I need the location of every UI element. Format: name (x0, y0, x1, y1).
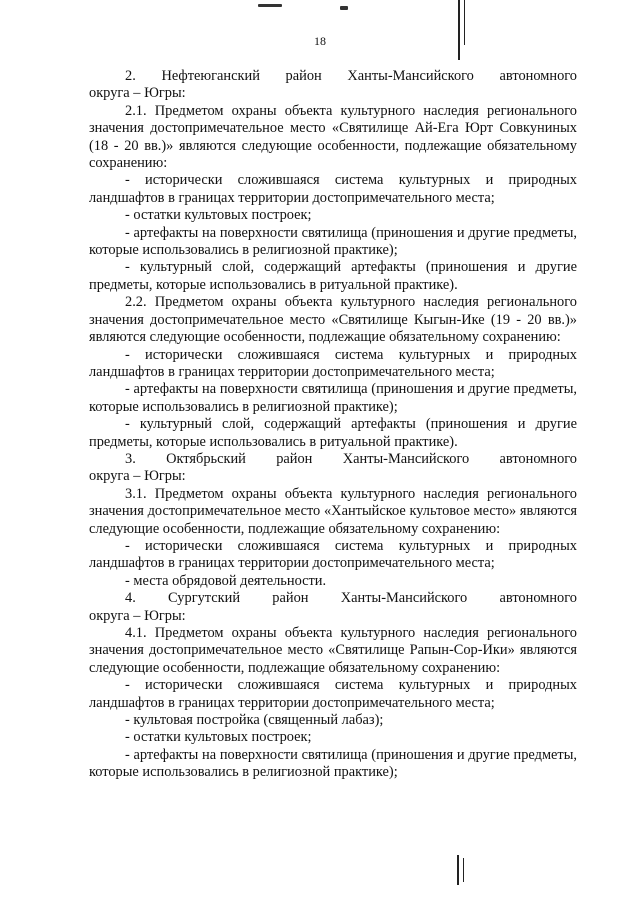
paragraph: - артефакты на поверхности святилища (приношения и другие предметы, которые использовались в религиозной практике); (89, 224, 577, 259)
paragraph: - культовая постройка (священный лабаз); (125, 712, 384, 729)
paragraph: округа – Югры: (89, 85, 186, 102)
paragraph: 3. Октябрьский район Ханты-Мансийского автономного (125, 450, 577, 467)
paragraph: 2.1. Предметом охраны объекта культурного наследия регионального значения достопримечательное место «Святилище Ай-Ега Юрт Совкуниных (18 - 20 вв.)» являются следующие особенности, подлежащие обязательному сохранению: (89, 102, 577, 172)
paragraph: - культурный слой, содержащий артефакты (приношения и другие предметы, которые использовались в ритуальной практике). (89, 416, 577, 450)
paragraph: - артефакты на поверхности святилища (приношения и другие предметы, которые использовались в религиозной практике); (89, 381, 577, 415)
paragraph: - остатки культовых построек; (125, 207, 312, 224)
paragraph: округа – Югры: (89, 607, 186, 624)
paragraph: - исторически сложившаяся система культурных и природных ландшафтов в границах территории достопримечательного места; (89, 537, 577, 572)
scan-artifact (340, 6, 348, 10)
paragraph: - исторически сложившаяся система культурных и природных ландшафтов в границах территории достопримечательного места; (89, 677, 577, 711)
paragraph: - исторически сложившаяся система культурных и природных ландшафтов в границах территории достопримечательного места; (89, 172, 577, 206)
scan-artifact (258, 4, 282, 7)
scan-artifact (457, 855, 459, 885)
paragraph: 4.1. Предметом охраны объекта культурного наследия регионального значения достопримечательное место «Святилище Рапын-Сор-Ики» являются следующие особенности, подлежащие обязательному сохранению: (89, 625, 577, 676)
paragraph: 3.1. Предметом охраны объекта культурного наследия регионального значения достопримечательное место «Хантыйское культовое место» являются следующие особенности, подлежащие обязательному сохранению: (89, 485, 577, 537)
paragraph: - места обрядовой деятельности. (125, 572, 327, 589)
paragraph: 2.2. Предметом охраны объекта культурного наследия регионального значения достопримечательное место «Святилище Кыгын-Ике (19 - 20 вв.)» являются следующие особенности, подлежащие обязательному сохранению: (89, 294, 577, 346)
document-body (89, 68, 577, 782)
page-number: 18 (314, 34, 326, 48)
scan-artifact (464, 0, 465, 45)
paragraph: - исторически сложившаяся система культурных и природных ландшафтов в границах территории достопримечательного места; (89, 346, 577, 380)
paragraph: - артефакты на поверхности святилища (приношения и другие предметы, которые использовались в религиозной практике); (89, 746, 577, 781)
scan-artifact (458, 0, 460, 60)
scan-artifact (463, 858, 464, 882)
paragraph: 4. Сургутский район Ханты-Мансийского автономного (125, 590, 577, 607)
paragraph: округа – Югры: (89, 468, 186, 485)
paragraph: - остатки культовых построек; (125, 729, 312, 746)
paragraph: - культурный слой, содержащий артефакты (приношения и другие предметы, которые использовались в ритуальной практике). (89, 259, 577, 293)
paragraph: 2. Нефтеюганский район Ханты-Мансийского автономного (125, 68, 577, 84)
